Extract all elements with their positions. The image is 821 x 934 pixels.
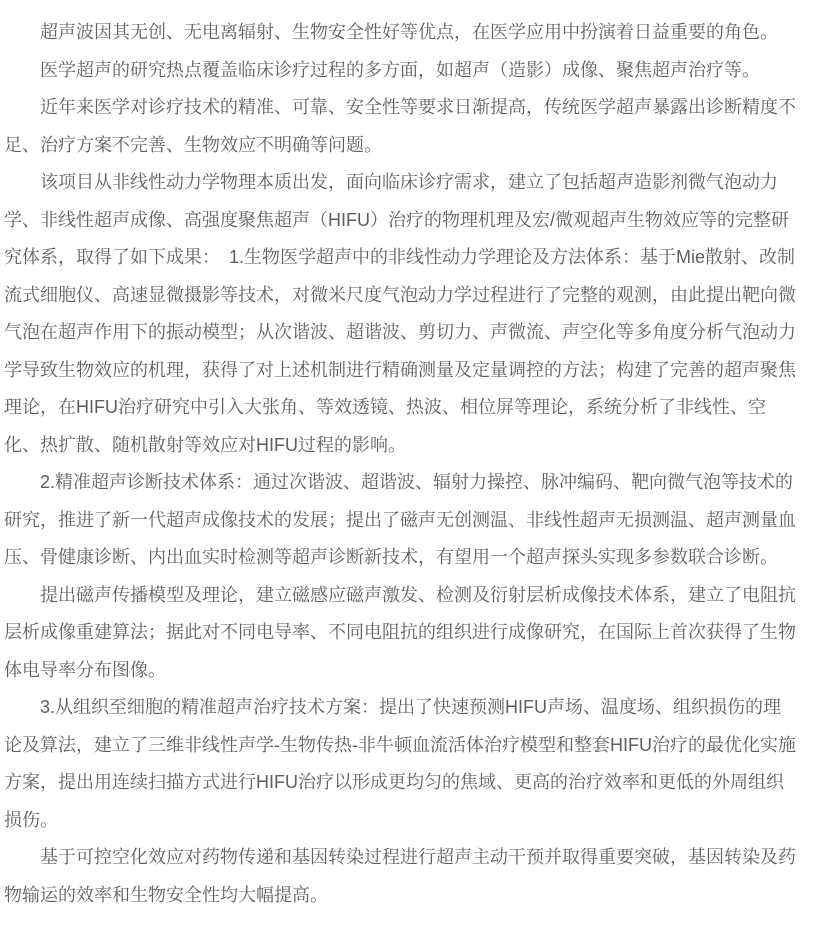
paragraph-achievement-2: 2.精准超声诊断技术体系：通过次谐波、超谐波、辐射力操控、脉冲编码、靶向微气泡等技术的研究，推进了新一代超声成像技术的发展；提出了磁声无创测温、非线性超声无损测温、超声测量血压、骨健康诊断、内出血实时检测等超声诊断新技术，有望用一个超声探头实现多参数联合诊断。 <box>4 472 796 567</box>
paragraph-magnetoacoustic: 提出磁声传播模型及理论，建立磁感应磁声激发、检测及衍射层析成像技术体系，建立了电阻抗层析成像重建算法；据此对不同电导率、不同电阻抗的组织进行成像研究，在国际上首次获得了生物体电导率分布图像。 <box>4 584 796 680</box>
paragraph-achievement-1: 该项目从非线性动力学物理本质出发，面向临床诊疗需求，建立了包括超声造影剂微气泡动力学、非线性超声成像、高强度聚焦超声（HIFU）治疗的物理机理及宏/微观超声生物效应等的完整研究体系，取得了如下成果： 1.生物医学超声中的非线性动力学理论及方法体系：基于Mie散射、改制流式细胞仪、高速显微摄影等技术，对微米尺度气泡动力学过程进行了完整的观测，由此提出靶向微气泡在超声作用下的振动模型；从次谐波、超谐波、剪切力、声微流、声空化等多角度分析气泡动力学导致生物效应的机理，获得了对上述机制进行精确测量及定量调控的方法；构建了完善的超声聚焦理论，在HIFU治疗研究中引入大张角、等效透镜、热波、相位屏等理论，系统分析了非线性、空化、热扩散、随机散射等效应对HIFU过程的影响。 <box>4 172 796 455</box>
paragraph-research-hotspots: 医学超声的研究热点覆盖临床诊疗过程的多方面，如超声（造影）成像、聚焦超声治疗等。 <box>40 59 760 80</box>
paragraph-intro-advantages: 超声波因其无创、无电离辐射、生物安全性好等优点，在医学应用中扮演着日益重要的角色。 <box>40 22 778 42</box>
paragraph-cavitation-breakthrough: 基于可控空化效应对药物传递和基因转染过程进行超声主动干预并取得重要突破，基因转染及药物输运的效率和生物安全性均大幅提高。 <box>4 847 796 905</box>
paragraph-problems: 近年来医学对诊疗技术的精准、可靠、安全性等要求日渐提高，传统医学超声暴露出诊断精度不足、治疗方案不完善、生物效应不明确等问题。 <box>4 97 796 155</box>
paragraph-achievement-3: 3.从组织至细胞的精准超声治疗技术方案：提出了快速预测HIFU声场、温度场、组织损伤的理论及算法，建立了三维非线性声学-生物传热-非牛顿血流活体治疗模型和整套HIFU治疗的最优化实施方案，提出用连续扫描方式进行HIFU治疗以形成更均匀的焦域、更高的治疗效率和更低的外周组织损伤。 <box>4 697 796 830</box>
